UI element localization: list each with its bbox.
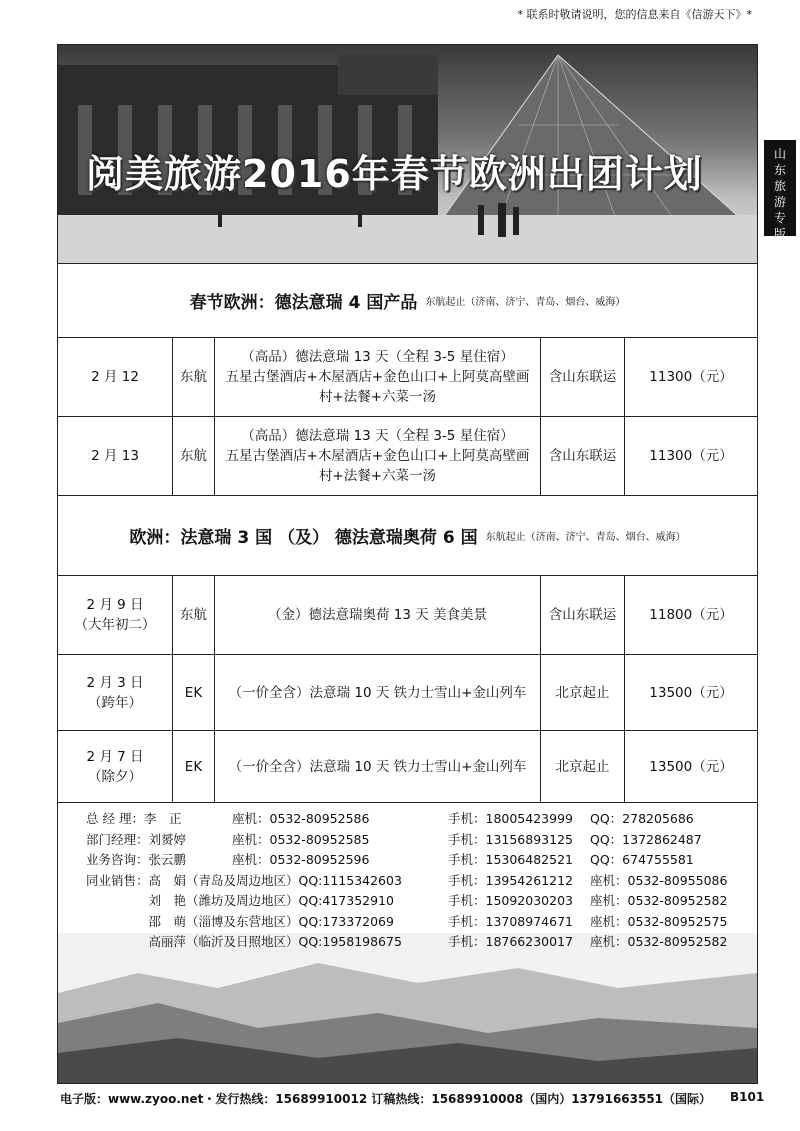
transport-cell: 含山东联运 xyxy=(540,417,624,495)
price-cell: 11300（元） xyxy=(624,338,757,416)
louvre-banner xyxy=(58,45,757,263)
price-cell: 13500（元） xyxy=(624,731,757,802)
footer-info: 电子版：www.zyoo.net・发行热线：15689910012 订稿热线：15689910008（国内）13791663551（国际） xyxy=(60,1092,712,1106)
date-cell: 2 月 12 xyxy=(91,369,139,385)
transport-cell: 含山东联运 xyxy=(540,338,624,416)
main-frame: 阅美旅游2016年春节欧洲出团计划 春节欧洲：德法意瑞 4 国产品 东航起止（济南、济宁、青岛、烟台、威海） 2 月 12 东航 （高品）德法意瑞 13 天（全程 3-5 星住宿） 五星古堡酒店+木屋酒店+金色山口+上阿莫高壁画 村+法餐+六菜一汤 含山东联运 11300（元） 2 月 13 东航 （高品）德法意瑞 13 天（全程 3-5 星住宿） 五星古堡酒店+木屋酒店+金色山口+上阿莫高壁画 村+法餐+六菜一汤 含山东联运 11300（元） 欧洲：法意瑞 3 国 （及） 德法意瑞奥荷 6 国 东航起止（济南、济宁、青岛、烟台、威海） 2 月 9 日 （大年初二） 东航 （金）德法意瑞奥荷 13 天 美食美景 含山东联运 11800（元） 2 月 3 日 （跨年） EK （一价全含）法意瑞 10 天 铁力士雪山+金山列车 北京起止 13500（元） 2 月 7 日 （除夕） EK （一价全含）法意瑞 10 天 铁力士雪山+金山列车 北京起止 13500（元） 总 经 理：李 正 座机：0532-80952586 手机：18005423999 QQ：278205686 部门经理：刘赟婷 座机：0532-80952585 手机：13156893125 QQ：1372862487 业务咨询：张云鹏 座机：0532-80952596 手机：15306482521 QQ：674755581 同业销售：高 娟（青岛及周边地区）QQ:1115342603 手机：13954261212 座机：0532-80955086 刘 艳（潍坊及周边地区）QQ:417352910 手机：15092030203 座机：0532-80952582 邵 萌（淄博及东营地区）QQ:173372069 手机：13708974671 座机：0532-80952575 高丽萍（临沂及日照地区）QQ:1958198675 手机：18766230017 座机：0532-80952582 xyxy=(57,44,758,1084)
date-cell: 2 月 9 日 （大年初二） xyxy=(74,597,156,633)
section1-title: 春节欧洲：德法意瑞 4 国产品 xyxy=(189,293,418,313)
mountain-scenery xyxy=(58,933,757,1083)
section2-title: 欧洲：法意瑞 3 国 （及） 德法意瑞奥荷 6 国 xyxy=(129,528,478,548)
date-cell: 2 月 7 日 （除夕） xyxy=(86,748,144,785)
product-cell: （一价全含）法意瑞 10 天 铁力士雪山+金山列车 xyxy=(214,655,540,730)
section2-note: 东航起止（济南、济宁、青岛、烟台、威海） xyxy=(485,532,686,543)
edition-tab: 山 东 旅 游 专 版 xyxy=(764,140,796,236)
source-note: * 联系时敬请说明，您的信息来自《信游天下》* xyxy=(517,8,752,21)
airline-cell: 东航 xyxy=(172,338,214,416)
product-cell: （金）德法意瑞奥荷 13 天 美食美景 xyxy=(214,576,540,654)
table-row xyxy=(58,730,757,803)
page-number: B101 xyxy=(730,1090,765,1104)
date-cell: 2 月 13 xyxy=(91,448,139,464)
transport-cell: 含山东联运 xyxy=(540,576,624,654)
section2-header xyxy=(58,495,757,575)
table-row xyxy=(58,416,757,495)
date-cell: 2 月 3 日 （跨年） xyxy=(86,674,144,711)
table-row xyxy=(58,337,757,416)
section1-header xyxy=(58,263,757,337)
price-cell: 11300（元） xyxy=(624,417,757,495)
airline-cell: 东航 xyxy=(172,417,214,495)
table-row xyxy=(58,575,757,654)
airline-cell: EK xyxy=(172,731,214,802)
price-cell: 13500（元） xyxy=(624,655,757,730)
section1-note: 东航起止（济南、济宁、青岛、烟台、威海） xyxy=(425,297,626,308)
airline-cell: EK xyxy=(172,655,214,730)
table-row xyxy=(58,654,757,730)
airline-cell: 东航 xyxy=(172,576,214,654)
product-cell: （一价全含）法意瑞 10 天 铁力士雪山+金山列车 xyxy=(214,731,540,802)
price-cell: 11800（元） xyxy=(624,576,757,654)
transport-cell: 北京起止 xyxy=(540,731,624,802)
banner-title: 阅美旅游2016年春节欧洲出团计划 xyxy=(86,152,703,196)
transport-cell: 北京起止 xyxy=(540,655,624,730)
product-cell: （高品）德法意瑞 13 天（全程 3-5 星住宿） 五星古堡酒店+木屋酒店+金色山口+上阿莫高壁画 村+法餐+六菜一汤 xyxy=(214,338,540,416)
product-cell: （高品）德法意瑞 13 天（全程 3-5 星住宿） 五星古堡酒店+木屋酒店+金色山口+上阿莫高壁画 村+法餐+六菜一汤 xyxy=(214,417,540,495)
